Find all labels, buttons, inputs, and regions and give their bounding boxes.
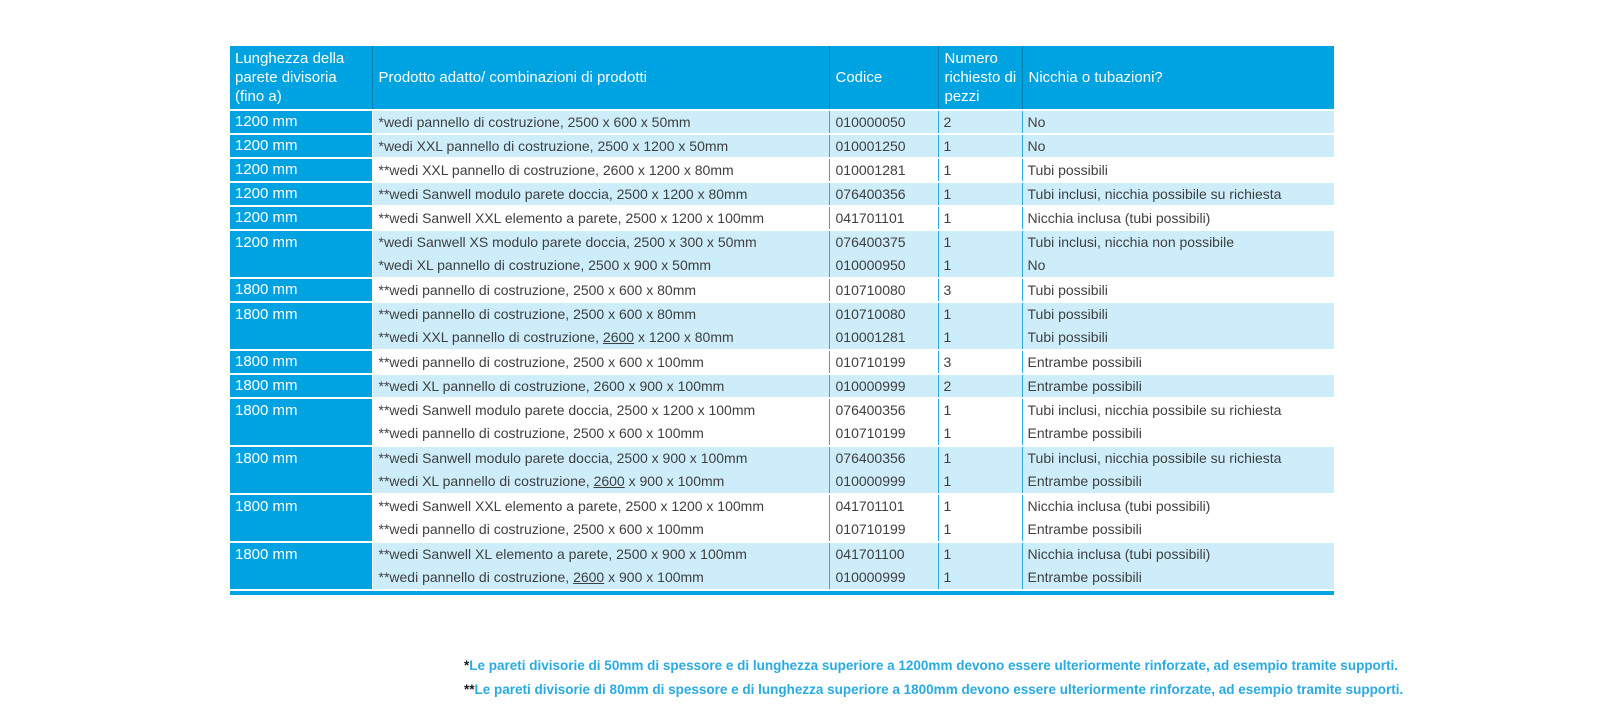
niche-cell <box>1022 350 1334 374</box>
length-cell-line: 1200 mm <box>235 185 298 202</box>
product-cell-line: **wedi pannello di costruzione, 2600 x 900 x 100mm <box>378 569 704 585</box>
length-cell <box>230 110 372 134</box>
niche-cell-line: Tubi possibili <box>1027 306 1108 322</box>
qty-cell <box>938 350 1022 374</box>
product-cell <box>372 230 829 278</box>
code-cell-line: 076400356 <box>835 450 906 466</box>
length-cell-line: 1800 mm <box>235 498 298 515</box>
code-cell-line: 010001250 <box>835 138 906 154</box>
length-cell <box>230 398 372 446</box>
product-cell-line: **wedi XXL pannello di costruzione, 2600 x 1200 x 80mm <box>378 162 734 178</box>
niche-cell-line: Entrambe possibili <box>1027 521 1142 537</box>
code-cell-line: 010000999 <box>835 378 906 394</box>
length-cell-line <box>230 566 372 589</box>
product-table <box>230 46 1334 591</box>
length-cell-line: 1800 mm <box>235 546 298 563</box>
qty-cell-line: 1 <box>943 450 952 466</box>
niche-cell-line: Entrambe possibili <box>1027 425 1142 441</box>
qty-cell <box>938 206 1022 230</box>
product-cell-line: **wedi Sanwell XXL elemento a parete, 2500 x 1200 x 100mm <box>378 498 764 514</box>
niche-cell <box>1022 158 1334 182</box>
qty-cell-line: 1 <box>943 569 952 585</box>
product-cell <box>372 206 829 230</box>
footnote-1 <box>464 654 1403 678</box>
table-row <box>230 206 1334 230</box>
length-cell-line: 1200 mm <box>235 234 298 251</box>
header-product: Prodotto adatto/ combinazioni di prodotti <box>372 46 829 110</box>
niche-cell <box>1022 302 1334 350</box>
length-cell <box>230 542 372 590</box>
qty-cell-line: 1 <box>943 210 952 226</box>
product-cell <box>372 158 829 182</box>
qty-cell <box>938 446 1022 494</box>
length-cell <box>230 182 372 206</box>
length-cell-line <box>230 470 372 493</box>
product-cell-line: **wedi pannello di costruzione, 2500 x 600 x 100mm <box>378 521 704 537</box>
length-cell-line: 1800 mm <box>235 281 298 298</box>
code-cell-line: 010000050 <box>835 114 906 130</box>
code-cell-line: 010710199 <box>835 354 906 370</box>
niche-cell-line: Tubi inclusi, nicchia non possibile <box>1027 234 1234 250</box>
table-row <box>230 158 1334 182</box>
niche-cell-line: Nicchia inclusa (tubi possibili) <box>1027 546 1211 562</box>
qty-cell-line: 1 <box>943 257 952 273</box>
niche-cell <box>1022 230 1334 278</box>
code-cell <box>829 230 938 278</box>
niche-cell-line: Tubi inclusi, nicchia possibile su richiesta <box>1027 402 1282 418</box>
product-cell <box>372 398 829 446</box>
niche-cell-line: No <box>1027 114 1046 130</box>
length-cell-line <box>230 254 372 277</box>
product-cell-line: **wedi pannello di costruzione, 2500 x 600 x 100mm <box>378 425 704 441</box>
footnote-2-text: Le pareti divisorie di 80mm di spessore e di lunghezza superiore a 1800mm devono essere ulteriormente rinforzate, ad esempio tramite supporti. <box>474 682 1404 697</box>
length-cell-line <box>230 422 372 445</box>
footnote-1-text: Le pareti divisorie di 50mm di spessore e di lunghezza superiore a 1200mm devono essere ulteriormente rinforzate, ad esempio tramite supporti. <box>469 658 1399 673</box>
product-cell <box>372 110 829 134</box>
product-cell-line: *wedi pannello di costruzione, 2500 x 600 x 50mm <box>378 114 691 130</box>
length-cell <box>230 134 372 158</box>
length-cell <box>230 494 372 542</box>
niche-cell <box>1022 110 1334 134</box>
qty-cell-line: 1 <box>943 546 952 562</box>
niche-cell <box>1022 494 1334 542</box>
table-row <box>230 302 1334 350</box>
table-row <box>230 542 1334 590</box>
table-row <box>230 350 1334 374</box>
length-cell-line: 1800 mm <box>235 353 298 370</box>
code-cell-line: 041701101 <box>835 210 905 226</box>
code-cell-line: 010000999 <box>835 569 906 585</box>
niche-cell-line: Entrambe possibili <box>1027 473 1142 489</box>
qty-cell-line: 1 <box>943 498 952 514</box>
qty-cell <box>938 398 1022 446</box>
code-cell <box>829 398 938 446</box>
niche-cell <box>1022 542 1334 590</box>
code-cell-line: 010001281 <box>835 329 906 345</box>
niche-cell-line: Entrambe possibili <box>1027 354 1142 370</box>
length-cell-line: 1200 mm <box>235 161 298 178</box>
header-code: Codice <box>829 46 938 110</box>
code-cell <box>829 206 938 230</box>
code-cell-line: 010000999 <box>835 473 906 489</box>
footnote-2 <box>464 678 1403 702</box>
length-cell <box>230 278 372 302</box>
product-cell <box>372 302 829 350</box>
product-cell-line: *wedi XL pannello di costruzione, 2500 x 900 x 50mm <box>378 257 712 273</box>
code-cell <box>829 446 938 494</box>
niche-cell <box>1022 374 1334 398</box>
code-cell <box>829 494 938 542</box>
product-cell-line: *wedi Sanwell XS modulo parete doccia, 2500 x 300 x 50mm <box>378 234 757 250</box>
length-cell <box>230 446 372 494</box>
qty-cell <box>938 182 1022 206</box>
niche-cell <box>1022 398 1334 446</box>
code-cell <box>829 134 938 158</box>
niche-cell-line: Nicchia inclusa (tubi possibili) <box>1027 210 1211 226</box>
qty-cell-line: 3 <box>943 282 952 298</box>
code-cell <box>829 374 938 398</box>
length-cell <box>230 158 372 182</box>
product-cell-line: **wedi pannello di costruzione, 2500 x 600 x 80mm <box>378 306 697 322</box>
product-cell <box>372 134 829 158</box>
niche-cell-line: No <box>1027 257 1046 273</box>
product-cell <box>372 278 829 302</box>
table-row <box>230 374 1334 398</box>
header-row <box>230 46 1334 110</box>
product-cell-line: **wedi Sanwell XXL elemento a parete, 2500 x 1200 x 100mm <box>378 210 764 226</box>
code-cell-line: 010710199 <box>835 521 906 537</box>
product-cell <box>372 542 829 590</box>
qty-cell-line: 1 <box>943 521 952 537</box>
qty-cell-line: 1 <box>943 234 952 250</box>
footnote-2-asterisk: ** <box>464 682 475 697</box>
code-cell-line: 010710080 <box>835 282 906 298</box>
header-niche: Nicchia o tubazioni? <box>1022 46 1334 110</box>
product-table-wrapper <box>230 46 1334 595</box>
length-cell-line <box>230 326 372 349</box>
qty-cell-line: 1 <box>943 186 952 202</box>
product-cell <box>372 350 829 374</box>
qty-cell <box>938 278 1022 302</box>
code-cell <box>829 158 938 182</box>
code-cell-line: 010710080 <box>835 306 906 322</box>
table-row <box>230 182 1334 206</box>
length-cell-line: 1200 mm <box>235 209 298 226</box>
table-row <box>230 110 1334 134</box>
niche-cell-line: Tubi inclusi, nicchia possibile su richiesta <box>1027 186 1282 202</box>
qty-cell-line: 2 <box>943 114 952 130</box>
table-row <box>230 230 1334 278</box>
code-cell-line: 010710199 <box>835 425 906 441</box>
niche-cell-line: No <box>1027 138 1046 154</box>
qty-cell-line: 1 <box>943 306 952 322</box>
qty-cell-line: 1 <box>943 425 952 441</box>
qty-cell <box>938 374 1022 398</box>
table-row <box>230 278 1334 302</box>
footnote-1-asterisk: * <box>464 658 470 673</box>
code-cell <box>829 110 938 134</box>
product-cell <box>372 374 829 398</box>
product-cell-line: **wedi XL pannello di costruzione, 2600 x 900 x 100mm <box>378 378 725 394</box>
length-cell-line: 1800 mm <box>235 377 298 394</box>
niche-cell <box>1022 206 1334 230</box>
code-cell <box>829 542 938 590</box>
qty-cell <box>938 230 1022 278</box>
length-cell-line: 1800 mm <box>235 306 298 323</box>
qty-cell-line: 1 <box>943 402 952 418</box>
footnotes <box>464 654 1403 702</box>
product-cell-line: **wedi pannello di costruzione, 2500 x 600 x 100mm <box>378 354 704 370</box>
code-cell-line: 010001281 <box>835 162 906 178</box>
qty-cell <box>938 110 1022 134</box>
product-cell-line: **wedi Sanwell XL elemento a parete, 2500 x 900 x 100mm <box>378 546 747 562</box>
code-cell <box>829 302 938 350</box>
length-cell-line: 1200 mm <box>235 113 298 130</box>
niche-cell-line: Entrambe possibili <box>1027 378 1142 394</box>
code-cell-line: 076400356 <box>835 186 906 202</box>
header-length: Lunghezza della parete divisoria (fino a) <box>230 46 372 110</box>
length-cell <box>230 206 372 230</box>
product-cell-line: **wedi XXL pannello di costruzione, 2600 x 1200 x 80mm <box>378 329 734 345</box>
header-qty: Numero richiesto di pezzi <box>938 46 1022 110</box>
product-cell-line: **wedi Sanwell modulo parete doccia, 2500 x 1200 x 100mm <box>378 402 756 418</box>
product-cell-line: **wedi Sanwell modulo parete doccia, 2500 x 900 x 100mm <box>378 450 748 466</box>
length-cell-line: 1200 mm <box>235 137 298 154</box>
table-row <box>230 494 1334 542</box>
table-row <box>230 398 1334 446</box>
length-cell-line: 1800 mm <box>235 402 298 419</box>
qty-cell-line: 2 <box>943 378 952 394</box>
length-cell <box>230 230 372 278</box>
niche-cell-line: Tubi inclusi, nicchia possibile su richiesta <box>1027 450 1282 466</box>
niche-cell <box>1022 134 1334 158</box>
code-cell <box>829 350 938 374</box>
code-cell <box>829 278 938 302</box>
niche-cell-line: Nicchia inclusa (tubi possibili) <box>1027 498 1211 514</box>
code-cell <box>829 182 938 206</box>
product-cell-line: **wedi XL pannello di costruzione, 2600 x 900 x 100mm <box>378 473 725 489</box>
niche-cell <box>1022 278 1334 302</box>
product-cell-line: *wedi XXL pannello di costruzione, 2500 x 1200 x 50mm <box>378 138 729 154</box>
code-cell-line: 010000950 <box>835 257 906 273</box>
product-cell-line: **wedi Sanwell modulo parete doccia, 2500 x 1200 x 80mm <box>378 186 748 202</box>
qty-cell-line: 1 <box>943 162 952 178</box>
niche-cell-line: Tubi possibili <box>1027 282 1108 298</box>
code-cell-line: 041701101 <box>835 498 905 514</box>
code-cell-line: 076400375 <box>835 234 906 250</box>
qty-cell <box>938 302 1022 350</box>
product-cell <box>372 494 829 542</box>
table-row <box>230 446 1334 494</box>
table-section <box>230 46 1404 697</box>
qty-cell <box>938 134 1022 158</box>
table-row <box>230 134 1334 158</box>
length-cell-line <box>230 518 372 541</box>
qty-cell <box>938 542 1022 590</box>
product-cell <box>372 182 829 206</box>
code-cell-line: 076400356 <box>835 402 906 418</box>
qty-cell-line: 1 <box>943 138 952 154</box>
niche-cell-line: Tubi possibili <box>1027 162 1108 178</box>
length-cell <box>230 350 372 374</box>
qty-cell-line: 1 <box>943 329 952 345</box>
niche-cell <box>1022 446 1334 494</box>
product-cell <box>372 446 829 494</box>
qty-cell <box>938 158 1022 182</box>
niche-cell <box>1022 182 1334 206</box>
qty-cell <box>938 494 1022 542</box>
niche-cell-line: Entrambe possibili <box>1027 569 1142 585</box>
qty-cell-line: 1 <box>943 473 952 489</box>
qty-cell-line: 3 <box>943 354 952 370</box>
length-cell-line: 1800 mm <box>235 450 298 467</box>
product-cell-line: **wedi pannello di costruzione, 2500 x 600 x 80mm <box>378 282 697 298</box>
length-cell <box>230 302 372 350</box>
niche-cell-line: Tubi possibili <box>1027 329 1108 345</box>
length-cell <box>230 374 372 398</box>
code-cell-line: 041701100 <box>835 546 905 562</box>
